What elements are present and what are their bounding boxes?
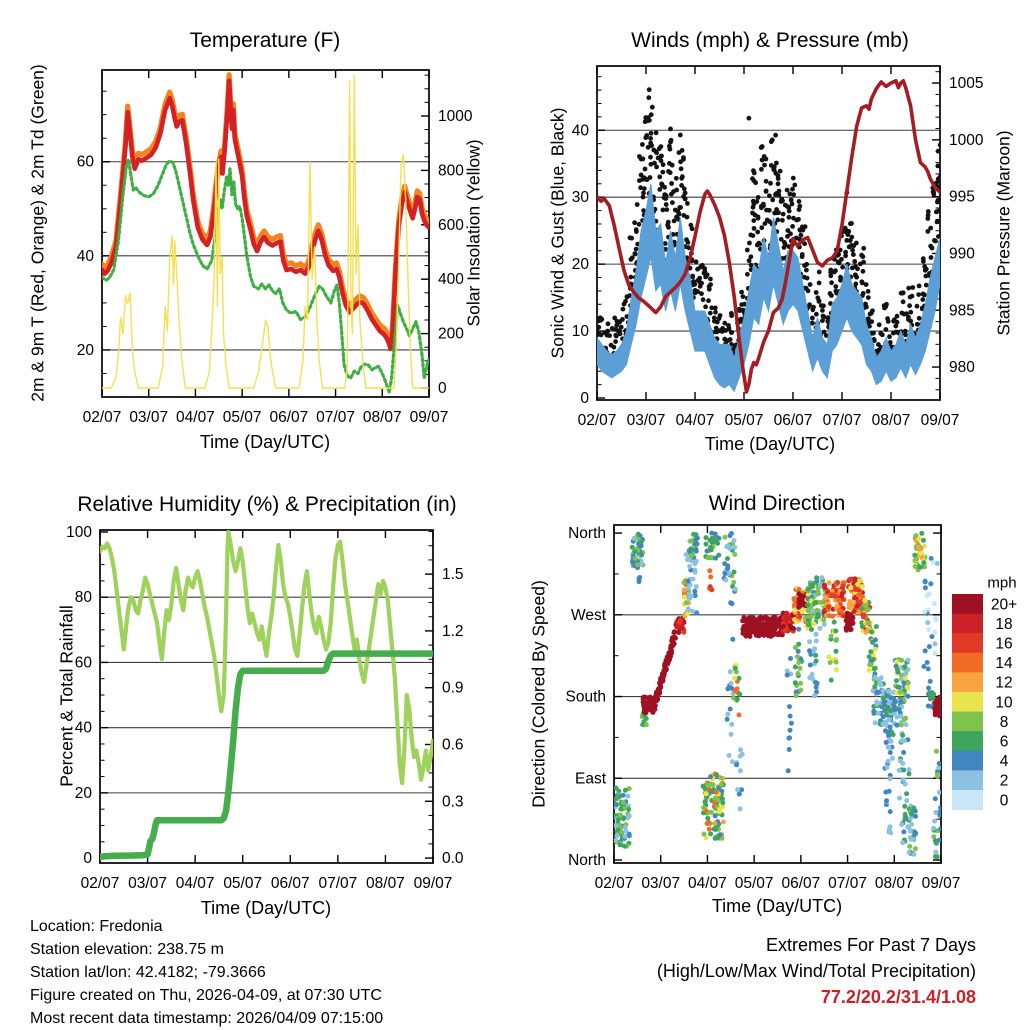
svg-text:980: 980 — [949, 359, 975, 377]
pressure-right-axis-label: Station Pressure (Maroon) — [993, 130, 1014, 336]
svg-text:40: 40 — [76, 247, 94, 265]
svg-text:16: 16 — [995, 635, 1013, 653]
svg-text:30: 30 — [571, 189, 589, 207]
svg-text:8: 8 — [999, 713, 1009, 731]
svg-text:05/07: 05/07 — [223, 875, 263, 892]
svg-text:04/07: 04/07 — [688, 875, 727, 892]
svg-text:02/07: 02/07 — [82, 409, 122, 426]
svg-text:06/07: 06/07 — [270, 875, 310, 892]
svg-text:14: 14 — [995, 655, 1013, 673]
svg-text:06/07: 06/07 — [781, 875, 821, 892]
temp-x-axis-label: Time (Day/UTC) — [199, 432, 331, 452]
svg-text:04/07: 04/07 — [175, 875, 215, 892]
svg-text:1000: 1000 — [438, 107, 473, 125]
svg-text:08/07: 08/07 — [362, 409, 402, 426]
station-info-block — [30, 915, 383, 1030]
temp-left-axis-label: 2m & 9m T (Red, Orange) & 2m Td (Green) — [27, 64, 48, 402]
svg-text:05/07: 05/07 — [734, 875, 774, 892]
svg-text:60: 60 — [76, 153, 94, 171]
svg-text:0: 0 — [999, 792, 1009, 810]
extremes-values: 77.2/20.2/31.4/1.08 — [820, 987, 976, 1007]
svg-text:02/07: 02/07 — [594, 875, 634, 892]
svg-text:40: 40 — [571, 122, 589, 140]
svg-text:06/07: 06/07 — [773, 412, 813, 429]
svg-text:800: 800 — [438, 162, 464, 180]
svg-text:08/07: 08/07 — [871, 412, 911, 429]
svg-text:03/07: 03/07 — [641, 875, 681, 892]
svg-text:04/07: 04/07 — [675, 412, 715, 429]
svg-text:South: South — [565, 688, 606, 706]
svg-text:0.3: 0.3 — [442, 793, 464, 811]
humidity-x-axis-label: Time (Day/UTC) — [200, 898, 332, 918]
svg-text:07/07: 07/07 — [822, 412, 862, 429]
svg-text:20+: 20+ — [990, 596, 1018, 614]
winds-pressure-chart-title: Winds (mph) & Pressure (mb) — [631, 29, 909, 52]
svg-text:03/07: 03/07 — [128, 875, 167, 892]
figure-created-line: Figure created on Thu, 2026-04-09, at 07:30 UTC — [30, 987, 382, 1004]
direction-x-axis-label: Time (Day/UTC) — [711, 896, 843, 916]
svg-text:1000: 1000 — [949, 131, 984, 149]
extremes-legend: (High/Low/Max Wind/Total Precipitation) — [656, 961, 976, 981]
svg-text:0: 0 — [83, 850, 92, 868]
svg-text:1.2: 1.2 — [442, 622, 464, 640]
temperature-chart-title: Temperature (F) — [189, 29, 341, 52]
svg-text:North: North — [568, 525, 606, 543]
svg-text:02/07: 02/07 — [80, 875, 120, 892]
svg-text:East: East — [574, 770, 606, 788]
svg-text:0: 0 — [580, 389, 589, 407]
svg-text:100: 100 — [66, 523, 92, 541]
station-elevation-line: Station elevation: 238.75 m — [30, 941, 224, 958]
svg-text:02/07: 02/07 — [577, 412, 617, 429]
humidity-precip-chart-title: Relative Humidity (%) & Precipitation (in) — [77, 493, 457, 516]
svg-text:6: 6 — [999, 733, 1009, 751]
svg-text:06/07: 06/07 — [269, 409, 309, 426]
svg-text:07/07: 07/07 — [318, 875, 358, 892]
svg-text:2: 2 — [999, 772, 1009, 790]
svg-text:20: 20 — [76, 341, 94, 359]
svg-text:0: 0 — [438, 380, 447, 398]
extremes-title: Extremes For Past 7 Days — [765, 935, 976, 955]
svg-text:07/07: 07/07 — [828, 875, 867, 892]
svg-text:12: 12 — [995, 674, 1013, 692]
svg-text:08/07: 08/07 — [366, 875, 405, 892]
svg-text:4: 4 — [999, 753, 1009, 771]
svg-text:20: 20 — [74, 784, 92, 802]
direction-left-axis-label: Direction (Colored By Speed) — [528, 580, 549, 808]
svg-text:10: 10 — [571, 323, 589, 341]
svg-text:18: 18 — [995, 615, 1013, 633]
station-location-line: Location: Fredonia — [30, 918, 163, 935]
svg-text:1.5: 1.5 — [442, 566, 464, 584]
wind-x-axis-label: Time (Day/UTC) — [704, 434, 836, 454]
svg-text:40: 40 — [74, 719, 92, 737]
data-timestamp-line: Most recent data timestamp: 2026/04/09 07:15:00 — [30, 1010, 384, 1027]
svg-text:09/07: 09/07 — [921, 875, 961, 892]
solar-right-axis-label: Solar Insolation (Yellow) — [463, 139, 484, 327]
svg-text:05/07: 05/07 — [222, 409, 262, 426]
svg-text:600: 600 — [438, 216, 464, 234]
svg-text:03/07: 03/07 — [626, 412, 666, 429]
svg-text:03/07: 03/07 — [129, 409, 169, 426]
svg-text:60: 60 — [74, 654, 92, 672]
wind-left-axis-label: Sonic Wind & Gust (Blue, Black) — [547, 107, 568, 359]
svg-text:990: 990 — [949, 245, 975, 263]
colorbar-unit-label: mph — [987, 574, 1017, 592]
svg-text:08/07: 08/07 — [874, 875, 914, 892]
svg-text:09/07: 09/07 — [409, 409, 449, 426]
extremes-block — [657, 932, 976, 1010]
svg-text:995: 995 — [949, 188, 975, 206]
svg-text:0.9: 0.9 — [442, 679, 464, 697]
svg-text:985: 985 — [949, 302, 975, 320]
station-latlon-line: Station lat/lon: 42.4182; -79.3666 — [30, 964, 266, 981]
svg-text:09/07: 09/07 — [413, 875, 453, 892]
svg-text:0.0: 0.0 — [442, 850, 464, 868]
svg-text:400: 400 — [438, 271, 464, 289]
svg-text:0.6: 0.6 — [442, 736, 464, 754]
svg-text:1005: 1005 — [949, 75, 984, 93]
svg-text:20: 20 — [571, 256, 589, 274]
svg-text:80: 80 — [74, 589, 92, 607]
wind-direction-chart-title: Wind Direction — [708, 492, 846, 515]
svg-text:05/07: 05/07 — [724, 412, 764, 429]
svg-text:North: North — [568, 852, 606, 870]
svg-text:07/07: 07/07 — [316, 409, 355, 426]
svg-text:04/07: 04/07 — [176, 409, 215, 426]
svg-text:10: 10 — [995, 694, 1013, 712]
svg-text:200: 200 — [438, 325, 464, 343]
svg-text:West: West — [570, 606, 606, 624]
humidity-left-axis-label: Percent & Total Rainfall — [56, 605, 77, 787]
svg-text:09/07: 09/07 — [920, 412, 960, 429]
